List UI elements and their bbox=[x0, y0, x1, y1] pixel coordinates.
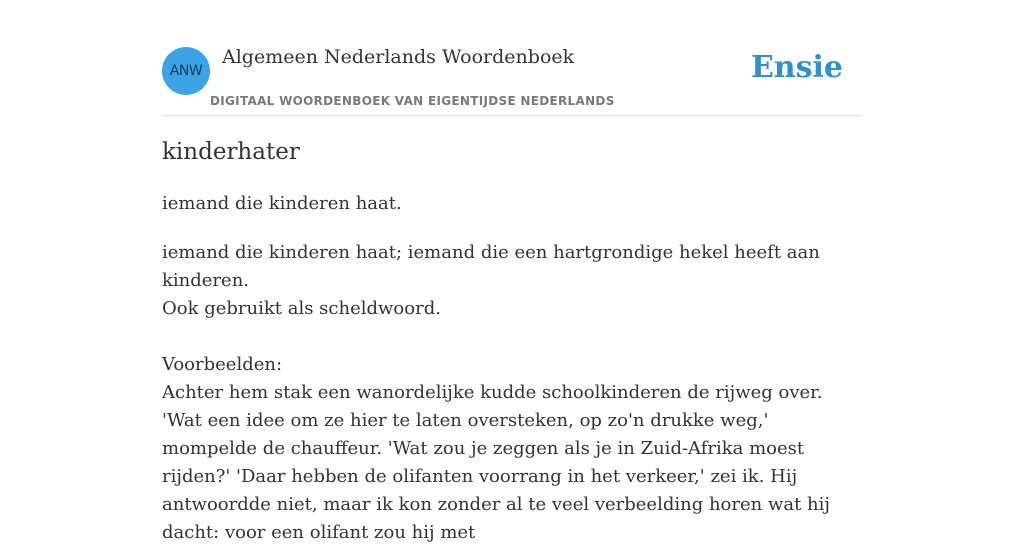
logo-text: ANW bbox=[169, 63, 203, 79]
anw-logo[interactable] bbox=[162, 47, 210, 95]
content-column bbox=[162, 0, 862, 543]
site-header bbox=[162, 0, 862, 116]
entry-body bbox=[162, 239, 862, 547]
ensie-brand-link[interactable]: Ensie bbox=[750, 50, 843, 85]
definition-text: iemand die kinderen haat; iemand die een hartgrondige hekel heeft aan kinderen. bbox=[162, 242, 820, 291]
usage-note: Ook gebruikt als scheldwoord. bbox=[162, 298, 441, 319]
site-title[interactable]: Algemeen Nederlands Woordenboek bbox=[222, 46, 575, 68]
spacer bbox=[162, 323, 862, 351]
short-definition: iemand die kinderen haat. bbox=[162, 193, 402, 214]
examples-label: Voorbeelden: bbox=[162, 354, 283, 375]
example-text: Achter hem stak een wanordelijke kudde schoolkinderen de rijweg over. 'Wat een idee om ze hier te laten oversteken, op zo'n drukke weg,' mompelde de chauffeur. 'Wat zou je zeggen als je in Zuid-Afrika moest rijden?' 'Daar hebben de olifanten voorrang in het verkeer,' zei ik. Hij antwoordde niet, maar ik kon zonder al te veel verbeelding horen wat hij dacht: voor een olifant zou hij met bbox=[162, 382, 830, 543]
entry-headword: kinderhater bbox=[162, 139, 300, 165]
site-subtitle: DIGITAAL WOORDENBOEK VAN EIGENTIJDSE NEDERLANDS bbox=[210, 94, 615, 108]
